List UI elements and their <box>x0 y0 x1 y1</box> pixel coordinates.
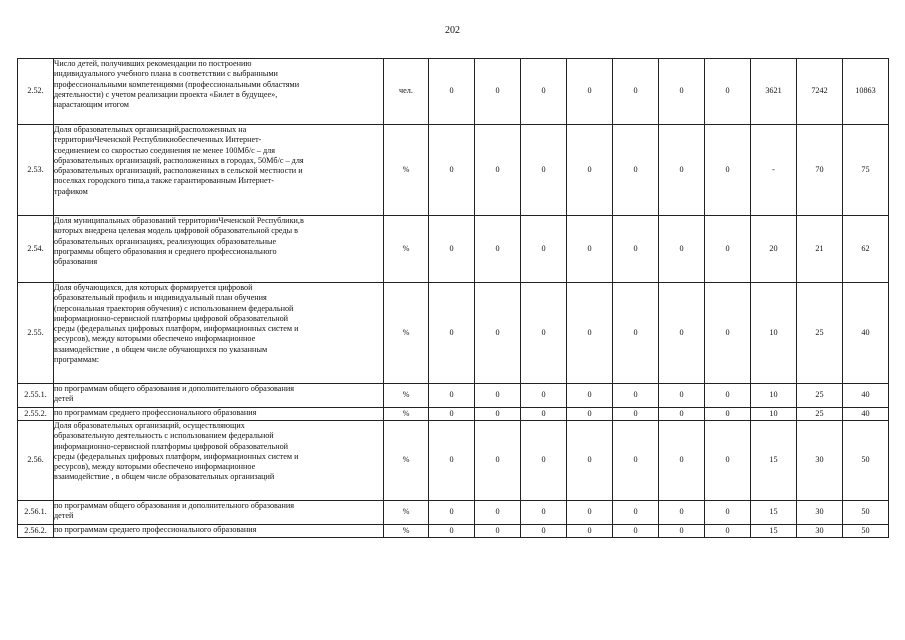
value-cell: 0 <box>705 501 751 525</box>
value-cell: 0 <box>429 525 475 538</box>
row-number: 2.54. <box>18 216 54 283</box>
table-row <box>18 421 889 501</box>
value-cell: 0 <box>521 384 567 408</box>
value-cell: 0 <box>521 525 567 538</box>
row-number: 2.55. <box>18 283 54 384</box>
indicators-table <box>17 58 889 538</box>
value-cell: 0 <box>429 408 475 421</box>
unit-cell: % <box>384 216 429 283</box>
indicator-description: Доля обучающихся, для которых формируется цифровой образовательный профиль и индивидуальный план обучения (персональная траектория обучения) с использованием федеральной информационно-сервисной платформы цифровой образовательной среды (федеральных цифровых платформ, информационных систем и ресурсов), между которыми обеспечено информационное взаимодействие , в общем числе обучающихся по указанным программам: <box>54 283 384 384</box>
value-cell: 10 <box>751 408 797 421</box>
row-number: 2.55.1. <box>18 384 54 408</box>
value-cell: 0 <box>567 501 613 525</box>
table-row <box>18 501 889 525</box>
value-cell: 0 <box>705 408 751 421</box>
value-cell: 30 <box>797 421 843 501</box>
value-cell: 0 <box>475 59 521 125</box>
value-cell: 0 <box>429 283 475 384</box>
unit-cell: чел. <box>384 59 429 125</box>
value-cell: 0 <box>613 125 659 216</box>
value-cell: 0 <box>521 283 567 384</box>
unit-cell: % <box>384 525 429 538</box>
value-cell: 15 <box>751 501 797 525</box>
value-cell: 50 <box>843 525 889 538</box>
value-cell: 30 <box>797 525 843 538</box>
table-row <box>18 283 889 384</box>
value-cell: 0 <box>429 59 475 125</box>
indicator-description: по программам среднего профессионального образования <box>54 408 384 421</box>
table-row <box>18 59 889 125</box>
value-cell: 0 <box>521 59 567 125</box>
value-cell: 25 <box>797 283 843 384</box>
value-cell: 0 <box>659 421 705 501</box>
value-cell: 0 <box>659 408 705 421</box>
value-cell: 0 <box>705 125 751 216</box>
value-cell: 75 <box>843 125 889 216</box>
value-cell: 0 <box>613 421 659 501</box>
value-cell: 50 <box>843 421 889 501</box>
indicator-description: Доля образовательных организаций,расположенных на территорииЧеченской Республикиобеспеченных Интернет- соединением со скоростью соединения не менее 100Мб/c – для образовательных организаций, расположенных в городах, 50Мб/c – для образовательных организаций, расположенных в сельской местности и поселках городского типа,а также гарантированным Интернет- трафиком <box>54 125 384 216</box>
value-cell: 0 <box>659 216 705 283</box>
table-row <box>18 525 889 538</box>
unit-cell: % <box>384 283 429 384</box>
table-body <box>18 59 889 538</box>
value-cell: 0 <box>705 421 751 501</box>
value-cell: 7242 <box>797 59 843 125</box>
value-cell: 40 <box>843 384 889 408</box>
value-cell: 15 <box>751 525 797 538</box>
value-cell: 0 <box>659 59 705 125</box>
value-cell: 0 <box>613 59 659 125</box>
value-cell: 0 <box>475 408 521 421</box>
value-cell: 70 <box>797 125 843 216</box>
value-cell: 0 <box>659 125 705 216</box>
value-cell: 10 <box>751 283 797 384</box>
value-cell: 30 <box>797 501 843 525</box>
value-cell: 0 <box>613 408 659 421</box>
value-cell: 0 <box>475 216 521 283</box>
value-cell: 0 <box>613 501 659 525</box>
value-cell: 0 <box>705 216 751 283</box>
value-cell: 0 <box>521 125 567 216</box>
value-cell: 0 <box>567 216 613 283</box>
value-cell: 25 <box>797 384 843 408</box>
value-cell: 0 <box>659 525 705 538</box>
value-cell: 15 <box>751 421 797 501</box>
page-number: 202 <box>445 25 460 36</box>
value-cell: 20 <box>751 216 797 283</box>
value-cell: 0 <box>521 501 567 525</box>
value-cell: 0 <box>659 283 705 384</box>
indicator-description: Доля муниципальных образований территорииЧеченской Республики,в которых внедрена целевая модель цифровой образовательной среды в образовательных организациях, реализующих образовательные программы общего образования и среднего профессионального образования <box>54 216 384 283</box>
value-cell: 0 <box>705 525 751 538</box>
value-cell: 0 <box>475 525 521 538</box>
value-cell: 0 <box>567 283 613 384</box>
indicator-description: по программам общего образования и дополнительного образования детей <box>54 384 384 408</box>
unit-cell: % <box>384 421 429 501</box>
value-cell: - <box>751 125 797 216</box>
indicator-description: Число детей, получивших рекомендации по построению индивидуального учебного плана в соответствии с выбранными профессиональными компетенциями (профессиональными областями деятельности) с учетом реализации проекта «Билет в будущее», нарастающим итогом <box>54 59 384 125</box>
value-cell: 0 <box>429 421 475 501</box>
value-cell: 0 <box>567 125 613 216</box>
value-cell: 0 <box>429 125 475 216</box>
row-number: 2.52. <box>18 59 54 125</box>
value-cell: 0 <box>429 384 475 408</box>
value-cell: 0 <box>613 283 659 384</box>
value-cell: 0 <box>521 216 567 283</box>
row-number: 2.56.1. <box>18 501 54 525</box>
value-cell: 40 <box>843 283 889 384</box>
value-cell: 0 <box>705 283 751 384</box>
unit-cell: % <box>384 408 429 421</box>
value-cell: 0 <box>567 384 613 408</box>
value-cell: 0 <box>475 421 521 501</box>
value-cell: 0 <box>475 283 521 384</box>
value-cell: 50 <box>843 501 889 525</box>
value-cell: 0 <box>567 59 613 125</box>
value-cell: 0 <box>567 408 613 421</box>
value-cell: 0 <box>613 525 659 538</box>
value-cell: 0 <box>705 59 751 125</box>
value-cell: 25 <box>797 408 843 421</box>
indicator-description: Доля образовательных организаций, осуществляющих образовательную деятельность с использованием федеральной информационно-сервисной платформы цифровой образовательной среды (федеральных цифровых платформ, информационных систем и ресурсов), между которыми обеспечено информационное взаимодействие , в общем числе образовательных организаций <box>54 421 384 501</box>
indicator-description: по программам общего образования и дополнительного образования детей <box>54 501 384 525</box>
unit-cell: % <box>384 384 429 408</box>
value-cell: 0 <box>659 501 705 525</box>
value-cell: 3621 <box>751 59 797 125</box>
value-cell: 0 <box>613 384 659 408</box>
row-number: 2.56.2. <box>18 525 54 538</box>
value-cell: 0 <box>521 421 567 501</box>
value-cell: 0 <box>705 384 751 408</box>
value-cell: 0 <box>475 501 521 525</box>
value-cell: 0 <box>613 216 659 283</box>
value-cell: 0 <box>521 408 567 421</box>
value-cell: 0 <box>567 525 613 538</box>
row-number: 2.56. <box>18 421 54 501</box>
indicator-description: по программам среднего профессионального образования <box>54 525 384 538</box>
table-row <box>18 408 889 421</box>
value-cell: 0 <box>475 125 521 216</box>
table-row <box>18 216 889 283</box>
row-number: 2.55.2. <box>18 408 54 421</box>
table-row <box>18 384 889 408</box>
value-cell: 62 <box>843 216 889 283</box>
value-cell: 40 <box>843 408 889 421</box>
value-cell: 0 <box>567 421 613 501</box>
value-cell: 0 <box>475 384 521 408</box>
value-cell: 10863 <box>843 59 889 125</box>
unit-cell: % <box>384 125 429 216</box>
value-cell: 0 <box>429 216 475 283</box>
table-row <box>18 125 889 216</box>
value-cell: 0 <box>429 501 475 525</box>
unit-cell: % <box>384 501 429 525</box>
value-cell: 10 <box>751 384 797 408</box>
row-number: 2.53. <box>18 125 54 216</box>
value-cell: 21 <box>797 216 843 283</box>
value-cell: 0 <box>659 384 705 408</box>
